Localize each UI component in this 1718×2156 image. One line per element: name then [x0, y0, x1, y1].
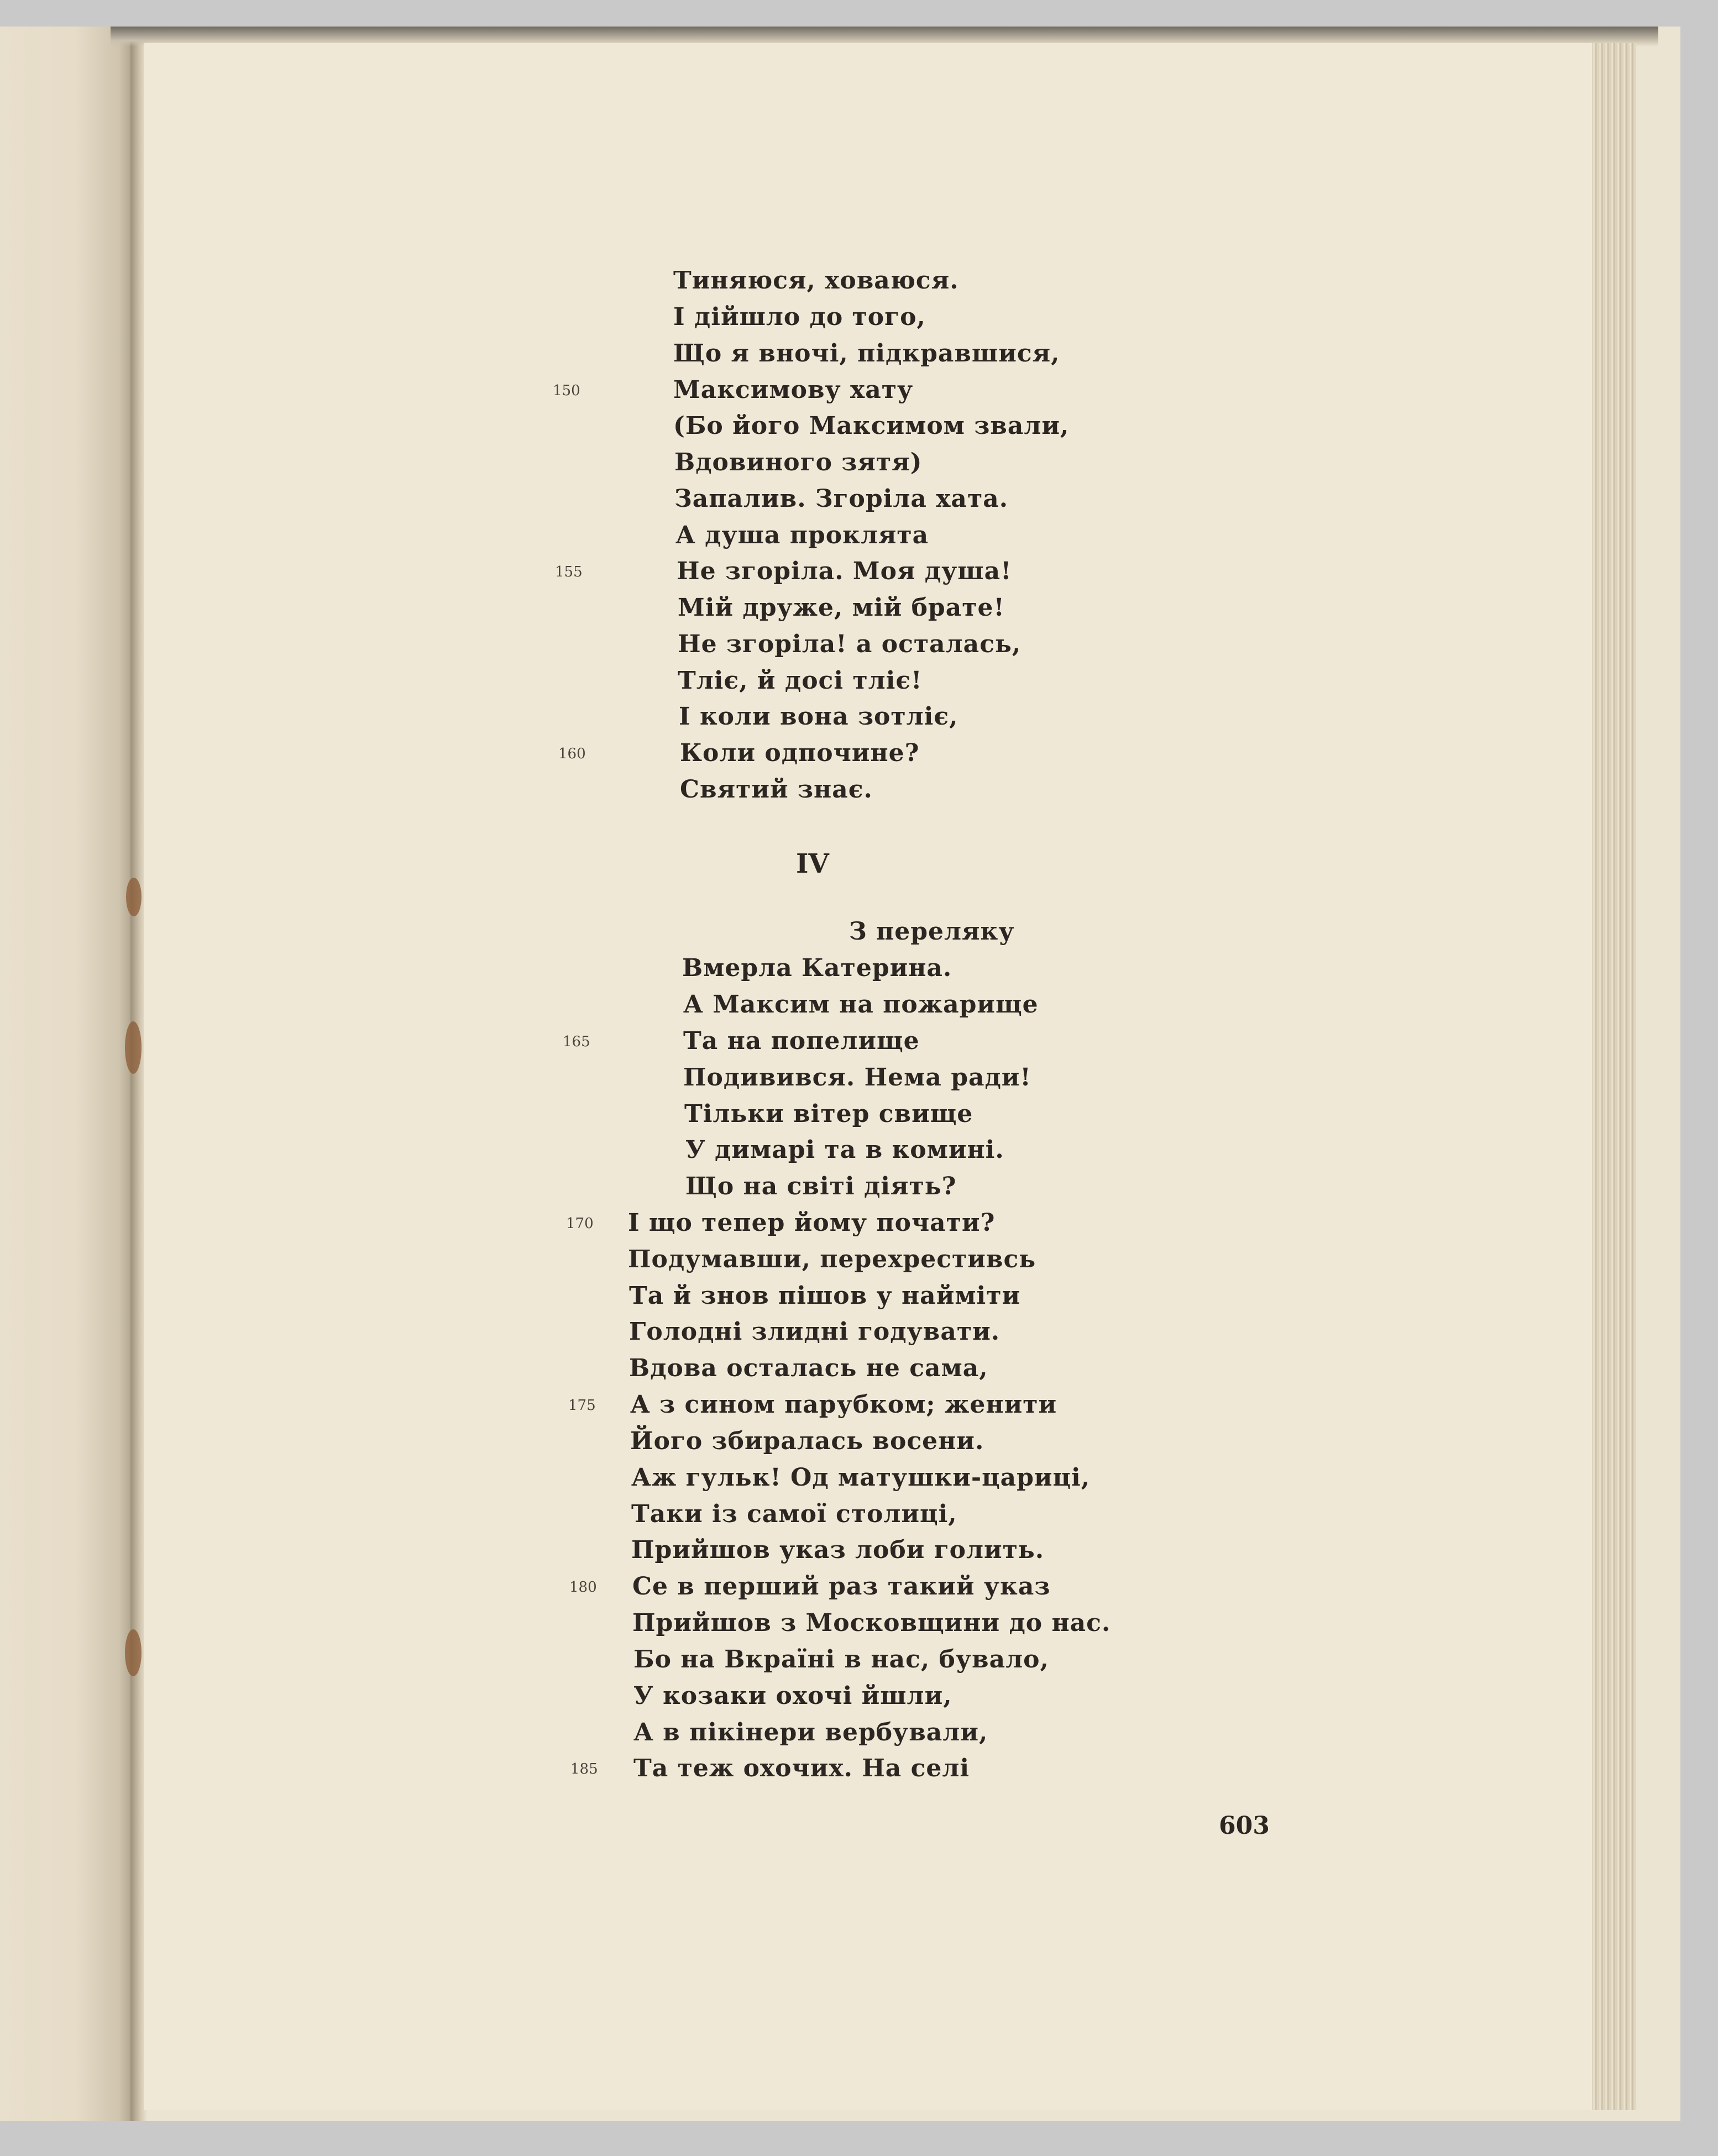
poem-line: І дійшло до того,	[673, 303, 926, 331]
stain-mark	[126, 878, 142, 916]
poem-line: Та теж охочих. На селі	[633, 1754, 970, 1782]
poem-line: Прийшов указ лоби голить.	[631, 1536, 1045, 1564]
poem-line: І що тепер йому почати?	[628, 1209, 996, 1237]
left-page-edge	[0, 27, 135, 2121]
poem-line: У димарі та в комині.	[685, 1136, 1004, 1164]
poem-line: Се в перший раз такий указ	[632, 1572, 1051, 1601]
poem-line: А з сином парубком; женити	[630, 1391, 1057, 1419]
poem-line: А в пікінери вербували,	[633, 1718, 988, 1746]
poem-line: Тиняюся, ховаюся.	[673, 266, 959, 295]
line-number: 150	[553, 382, 580, 399]
poem-line: Та й знов пішов у найміти	[629, 1282, 1021, 1310]
poem-line: Не згоріла. Моя душа!	[677, 557, 1012, 585]
poem-line: А Максим на пожарище	[683, 990, 1039, 1019]
poem-line: Його збиралась восени.	[630, 1427, 984, 1455]
poem-line: Аж гульк! Од матушки-цариці,	[631, 1463, 1091, 1492]
stain-mark	[125, 1629, 142, 1676]
poem-line: З переляку	[849, 917, 1015, 946]
poem-line: Та на попелище	[683, 1027, 920, 1055]
section-heading: IV	[796, 848, 829, 879]
poem-line: Мій друже, мій брате!	[678, 594, 1005, 622]
poem-line: Запалив. Згоріла хата.	[674, 485, 1009, 513]
poem-line: Вдовиного зятя)	[674, 448, 923, 476]
poem-line: Голодні злидні годувати.	[629, 1318, 1001, 1346]
poem-line: Що на світі діять?	[685, 1172, 957, 1200]
poem-line: Святий знає.	[680, 775, 873, 804]
poem-line: У козаки охочі йшли,	[633, 1682, 952, 1710]
poem-line: А душа проклята	[675, 521, 929, 549]
poem-line: Вдова осталась не сама,	[629, 1354, 988, 1382]
poem-line: Коли одпочине?	[680, 739, 920, 767]
line-number: 180	[569, 1579, 597, 1596]
page-edge-stack	[1592, 43, 1636, 2110]
poem-line: І коли вона зотліє,	[679, 702, 958, 731]
poem-line: Прийшов з Московщини до нас.	[632, 1609, 1111, 1637]
line-number: 185	[570, 1761, 598, 1777]
poem-line: Вмерла Катерина.	[682, 954, 952, 982]
poem-line: Таки із самої столиці,	[631, 1500, 957, 1528]
poem-line: (Бо його Максимом звали,	[673, 412, 1070, 440]
line-number: 175	[568, 1397, 596, 1414]
line-number: 165	[563, 1034, 590, 1050]
poem-line: Подивився. Нема ради!	[683, 1063, 1031, 1092]
stain-mark	[125, 1021, 142, 1074]
poem-line: Подумавши, перехрестивсь	[628, 1245, 1036, 1273]
poem-line: Тліє, й досі тліє!	[678, 667, 923, 695]
poem-line: Максимову хату	[673, 376, 914, 404]
poem-line: Що я вночі, підкравшися,	[673, 339, 1060, 368]
line-number: 160	[558, 746, 586, 762]
poem-line: Не згоріла! а осталась,	[678, 630, 1022, 658]
poem-line: Тільки вітер свище	[684, 1100, 973, 1128]
poem-line: Бо на Вкраїні в нас, бувало,	[633, 1645, 1049, 1674]
line-number: 170	[566, 1215, 594, 1232]
line-number: 155	[555, 564, 583, 580]
page-number: 603	[1219, 1812, 1270, 1840]
